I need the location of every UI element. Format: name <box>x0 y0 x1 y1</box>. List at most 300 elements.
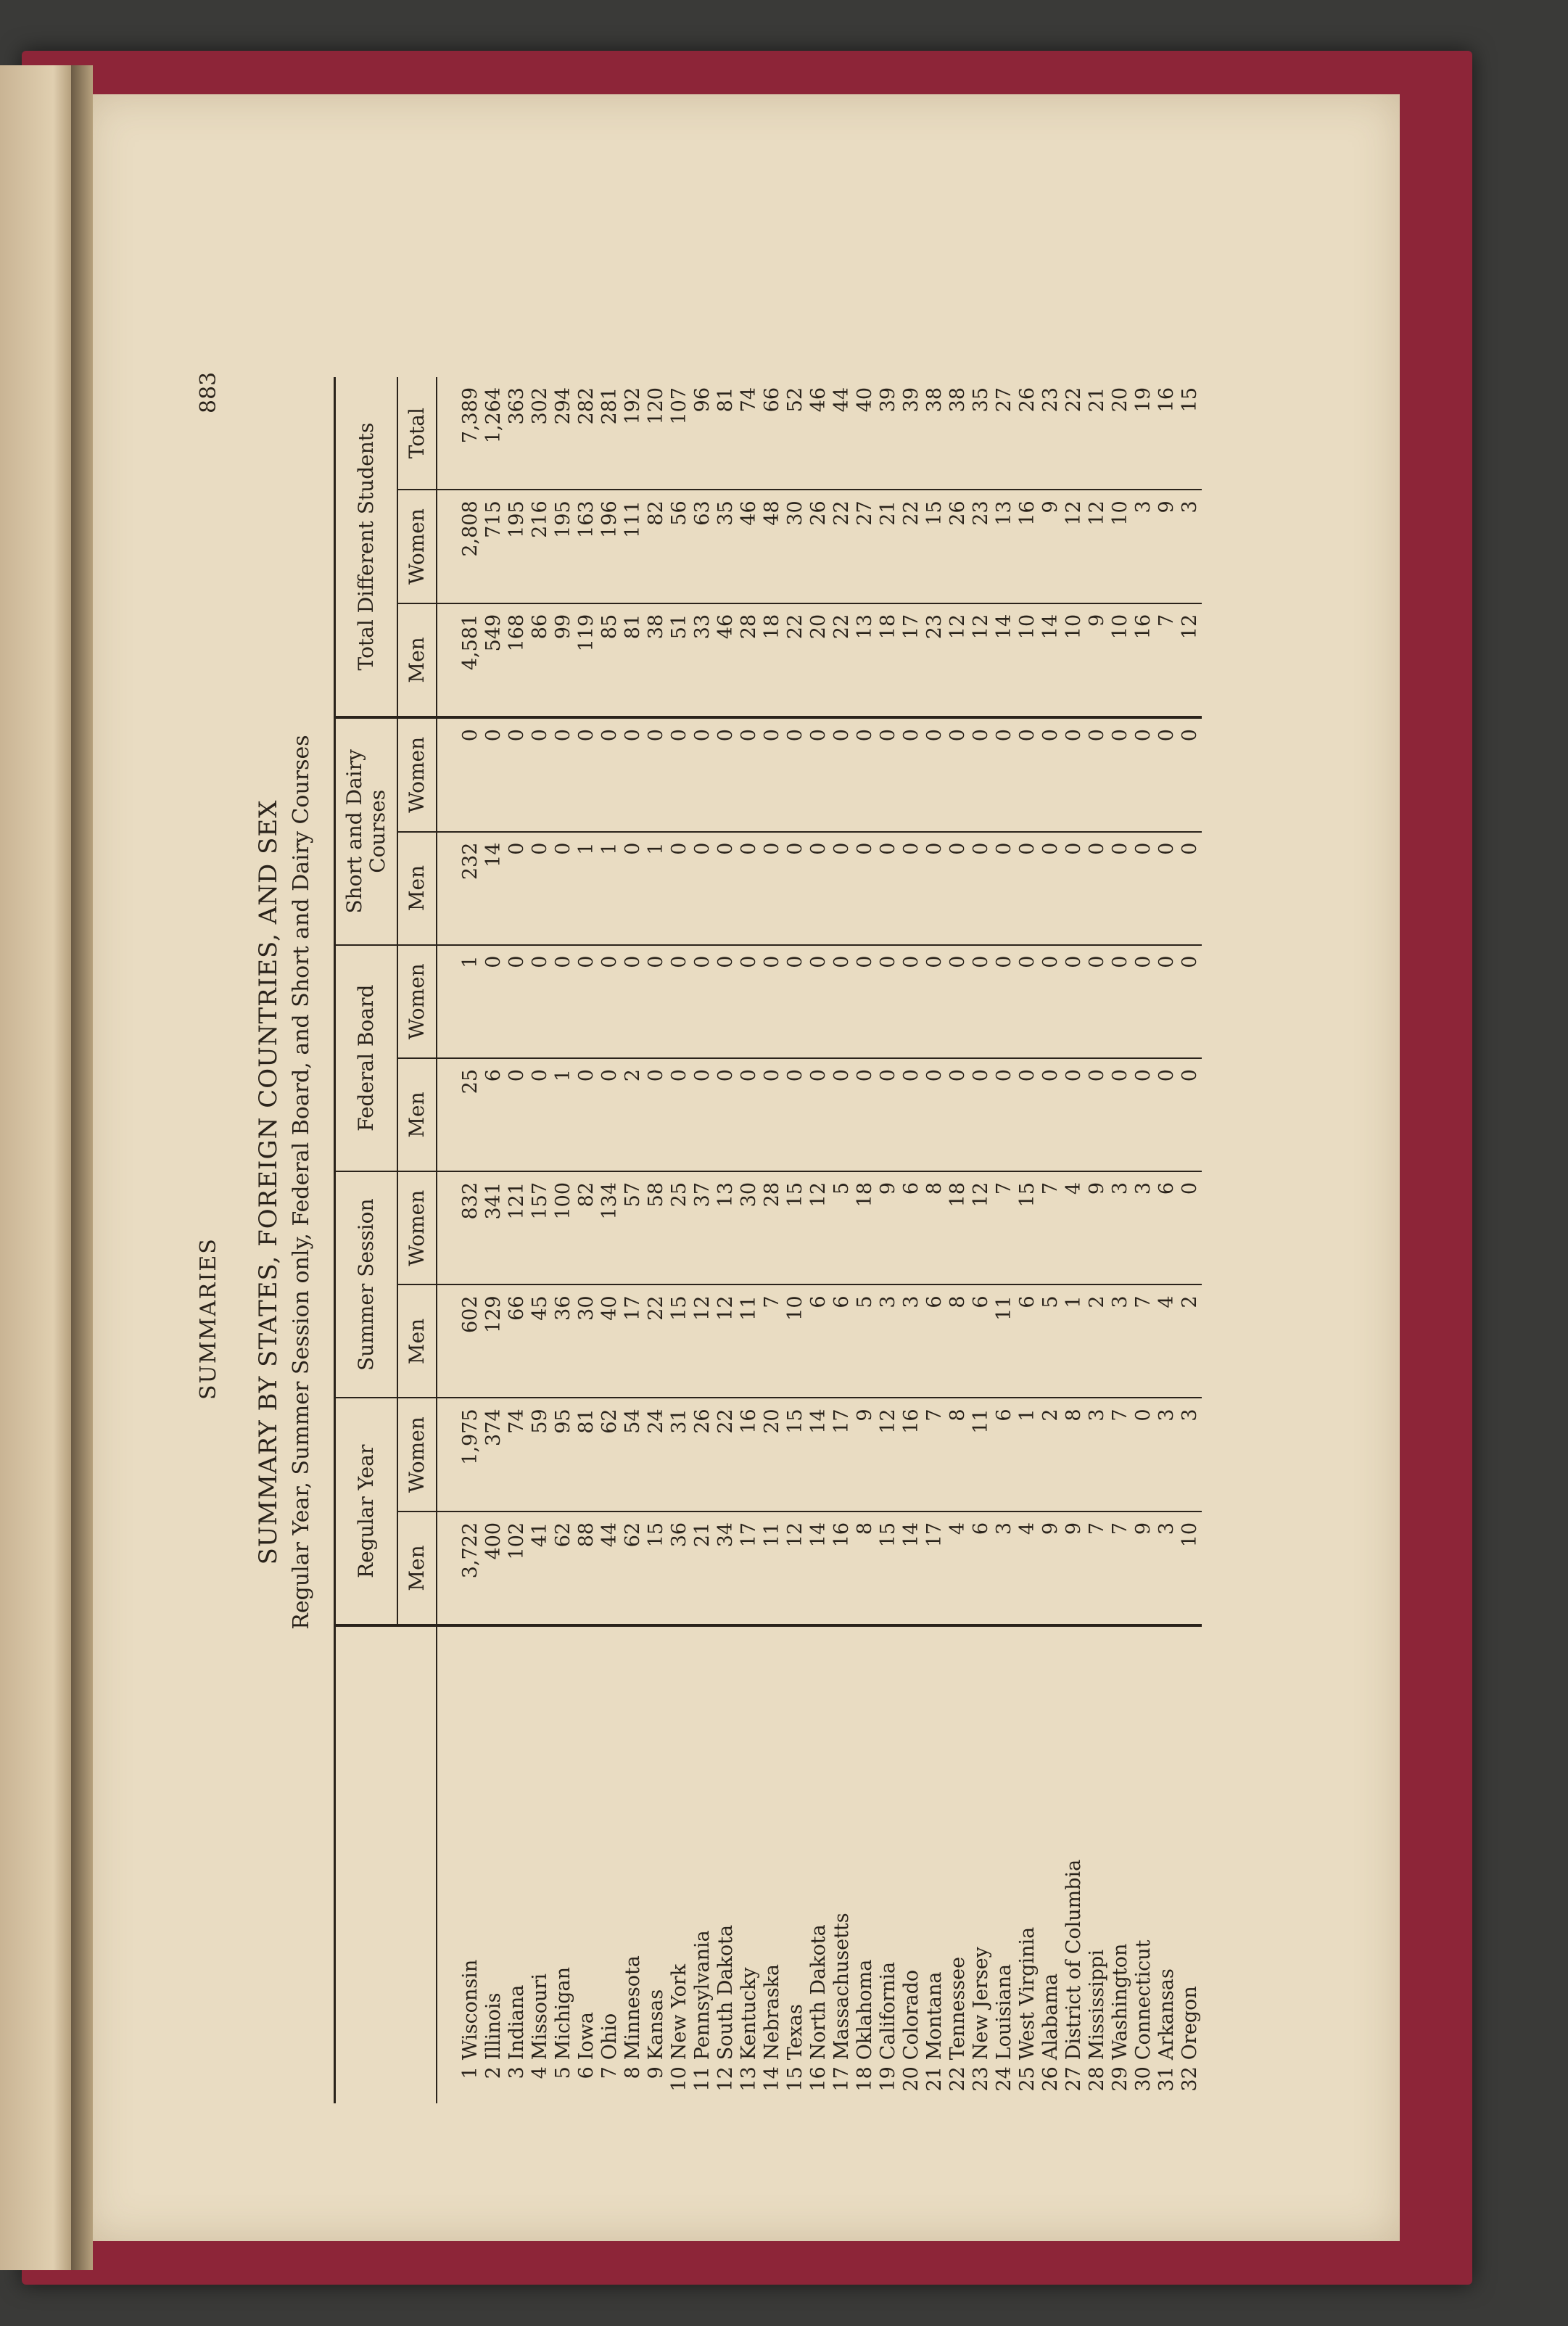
cell-value: 18 <box>877 603 900 717</box>
cell-value: 6 <box>1155 1171 1179 1284</box>
cell-value: 0 <box>1132 1058 1155 1171</box>
cell-value: 3 <box>1179 1398 1202 1511</box>
cell-value: 17 <box>738 1512 761 1625</box>
row-index: 26 <box>1039 2066 1062 2092</box>
row-index: 15 <box>784 2066 806 2092</box>
cell-value: 0 <box>784 832 807 945</box>
cell-value: 28 <box>761 1171 784 1284</box>
cell-value: 0 <box>970 832 993 945</box>
cell-value: 16 <box>900 1398 923 1511</box>
cell-value: 44 <box>598 1512 622 1625</box>
cell-value: 0 <box>598 717 622 831</box>
state-name: North Dakota <box>807 1924 830 2061</box>
cell-value: 38 <box>645 603 668 717</box>
cell-value: 14 <box>1039 603 1062 717</box>
cell-value: 7 <box>923 1398 946 1511</box>
cell-value: 3 <box>1155 1512 1179 1625</box>
cell-value: 37 <box>691 1171 714 1284</box>
cell-value: 66 <box>761 377 784 490</box>
cell-value: 0 <box>622 832 645 945</box>
cell-value: 40 <box>854 377 877 490</box>
cell-value: 119 <box>575 603 598 717</box>
cell-value: 9 <box>1086 603 1109 717</box>
cell-value: 19 <box>1132 377 1155 490</box>
cell-value: 12 <box>807 1171 830 1284</box>
header-men: Men <box>397 603 437 717</box>
table-row <box>1155 377 1179 2103</box>
cell-value: 302 <box>529 377 552 490</box>
cell-value: 74 <box>738 377 761 490</box>
header-women: Women <box>397 1398 437 1511</box>
cell-value: 17 <box>900 603 923 717</box>
row-index: 8 <box>622 2066 644 2079</box>
cell-value: 0 <box>1086 1058 1109 1171</box>
table-row <box>784 377 807 2103</box>
cell-value: 22 <box>645 1284 668 1398</box>
state-name: California <box>877 1961 899 2061</box>
cell-value: 0 <box>900 1058 923 1171</box>
cell-value: 0 <box>970 1058 993 1171</box>
state-name: Indiana <box>506 1984 528 2061</box>
table-row <box>575 377 598 2103</box>
cell-value: 0 <box>575 945 598 1058</box>
cell-value: 282 <box>575 377 598 490</box>
state-name: Oklahoma <box>854 1959 876 2061</box>
cell-value: 36 <box>552 1284 575 1398</box>
cell-value: 0 <box>1132 717 1155 831</box>
cell-value: 7 <box>1155 603 1179 717</box>
state-name: Tennessee <box>946 1956 969 2061</box>
table-row <box>714 377 738 2103</box>
cell-value: 5 <box>1039 1284 1062 1398</box>
cell-value: 4 <box>1155 1284 1179 1398</box>
table-row <box>1132 377 1155 2103</box>
cell-value: 14 <box>807 1398 830 1511</box>
table-row <box>854 377 877 2103</box>
cell-value: 0 <box>738 1058 761 1171</box>
table-row <box>738 377 761 2103</box>
cell-value: 26 <box>807 490 830 603</box>
cell-value: 15 <box>645 1512 668 1625</box>
cell-value: 0 <box>761 717 784 831</box>
table-subtitle: Regular Year, Summer Session only, Federal Board, and Short and Dairy Courses <box>289 735 314 1630</box>
cell-value: 129 <box>482 1284 506 1398</box>
cell-value: 9 <box>1062 1512 1086 1625</box>
cell-value: 58 <box>645 1171 668 1284</box>
table-row <box>830 377 854 2103</box>
row-index: 31 <box>1155 2066 1178 2092</box>
cell-value: 6 <box>900 1171 923 1284</box>
cell-value: 27 <box>854 490 877 603</box>
cell-value: 6 <box>1016 1284 1039 1398</box>
cell-value: 216 <box>529 490 552 603</box>
summary-table <box>334 377 1202 2103</box>
cell-value: 9 <box>877 1171 900 1284</box>
header-men: Men <box>397 832 437 945</box>
cell-value: 17 <box>622 1284 645 1398</box>
cell-value: 0 <box>993 832 1016 945</box>
table-row <box>1179 377 1202 2103</box>
cell-value: 15 <box>1179 377 1202 490</box>
state-name: Ohio <box>598 2013 621 2061</box>
cell-value: 0 <box>1179 945 1202 1058</box>
cell-value: 52 <box>784 377 807 490</box>
cell-value: 0 <box>1132 1398 1155 1511</box>
cell-value: 30 <box>738 1171 761 1284</box>
cell-value: 17 <box>923 1512 946 1625</box>
running-head: SUMMARIES <box>196 1237 221 1400</box>
cell-value: 35 <box>714 490 738 603</box>
row-index: 9 <box>645 2066 667 2079</box>
state-name: Mississippi <box>1086 1950 1108 2061</box>
cell-value: 8 <box>1062 1398 1086 1511</box>
row-index: 21 <box>923 2066 946 2092</box>
cell-value: 4 <box>1016 1512 1039 1625</box>
cell-value: 7,389 <box>437 377 482 490</box>
state-name: Connecticut <box>1132 1939 1155 2061</box>
table-row <box>645 377 668 2103</box>
cell-value: 15 <box>923 490 946 603</box>
cell-value: 100 <box>552 1171 575 1284</box>
cell-value: 3 <box>1132 490 1155 603</box>
table-row <box>1109 377 1132 2103</box>
cell-value: 134 <box>598 1171 622 1284</box>
cell-value: 1 <box>598 832 622 945</box>
cell-value: 1 <box>575 832 598 945</box>
cell-value: 22 <box>830 490 854 603</box>
header-summer-session: Summer Session <box>335 1171 398 1398</box>
state-name: Wisconsin <box>459 1959 482 2061</box>
cell-value: 0 <box>830 832 854 945</box>
table-row <box>482 377 506 2103</box>
cell-value: 7 <box>1132 1284 1155 1398</box>
cell-value: 2,808 <box>437 490 482 603</box>
table-row <box>1016 377 1039 2103</box>
cell-value: 0 <box>482 717 506 831</box>
cell-value: 10 <box>1109 603 1132 717</box>
table-row <box>923 377 946 2103</box>
state-name: Minnesota <box>622 1955 644 2061</box>
cell-value: 27 <box>993 377 1016 490</box>
cell-value: 6 <box>807 1284 830 1398</box>
cell-value: 0 <box>529 1058 552 1171</box>
cell-value: 0 <box>877 832 900 945</box>
cell-value: 12 <box>970 603 993 717</box>
cell-value: 0 <box>877 945 900 1058</box>
cell-value: 9 <box>1132 1512 1155 1625</box>
cell-value: 0 <box>738 945 761 1058</box>
cell-value: 12 <box>946 603 970 717</box>
cell-value: 0 <box>923 945 946 1058</box>
cell-value: 0 <box>738 717 761 831</box>
cell-value: 0 <box>1086 832 1109 945</box>
left-page-edge <box>0 65 76 2270</box>
cell-value: 62 <box>552 1512 575 1625</box>
cell-value: 0 <box>645 945 668 1058</box>
state-name: Alabama <box>1039 1973 1062 2061</box>
cell-value: 15 <box>784 1398 807 1511</box>
cell-value: 20 <box>761 1398 784 1511</box>
cell-value: 35 <box>970 377 993 490</box>
cell-value: 18 <box>761 603 784 717</box>
cell-value: 16 <box>1016 490 1039 603</box>
cell-value: 14 <box>807 1512 830 1625</box>
cell-value: 28 <box>738 603 761 717</box>
header-total-different: Total Different Students <box>335 377 398 717</box>
cell-value: 0 <box>714 832 738 945</box>
cell-value: 8 <box>946 1398 970 1511</box>
cell-value: 0 <box>598 1058 622 1171</box>
cell-value: 1,975 <box>437 1398 482 1511</box>
cell-value: 85 <box>598 603 622 717</box>
cell-value: 23 <box>970 490 993 603</box>
cell-value: 0 <box>529 945 552 1058</box>
cell-value: 0 <box>1109 945 1132 1058</box>
cell-value: 5 <box>854 1284 877 1398</box>
state-name: Kansas <box>645 1989 667 2061</box>
cell-value: 46 <box>738 490 761 603</box>
cell-value: 10 <box>1016 603 1039 717</box>
cell-value: 0 <box>1179 1171 1202 1284</box>
page-gutter <box>71 65 93 2270</box>
cell-value: 22 <box>714 1398 738 1511</box>
cell-value: 0 <box>738 832 761 945</box>
cell-value: 1 <box>1062 1284 1086 1398</box>
cell-value: 12 <box>970 1171 993 1284</box>
cell-value: 10 <box>784 1284 807 1398</box>
cell-value: 0 <box>691 832 714 945</box>
row-index: 23 <box>970 2066 992 2092</box>
cell-value: 82 <box>645 490 668 603</box>
cell-value: 0 <box>622 945 645 1058</box>
cell-value: 0 <box>807 945 830 1058</box>
cell-value: 9 <box>1086 1171 1109 1284</box>
header-federal-board: Federal Board <box>335 945 398 1171</box>
cell-value: 602 <box>437 1284 482 1398</box>
cell-value: 56 <box>668 490 691 603</box>
cell-value: 0 <box>1179 717 1202 831</box>
cell-value: 0 <box>1132 945 1155 1058</box>
cell-value: 62 <box>622 1512 645 1625</box>
cell-value: 12 <box>1086 490 1109 603</box>
cell-value: 0 <box>598 945 622 1058</box>
table-row <box>1039 377 1062 2103</box>
cell-value: 14 <box>900 1512 923 1625</box>
cell-value: 41 <box>529 1512 552 1625</box>
table-row <box>877 377 900 2103</box>
table-row <box>552 377 575 2103</box>
cell-value: 21 <box>691 1512 714 1625</box>
cell-value: 14 <box>482 832 506 945</box>
cell-value: 0 <box>668 1058 691 1171</box>
cell-value: 0 <box>1039 1058 1062 1171</box>
header-women: Women <box>397 1171 437 1284</box>
cell-value: 38 <box>946 377 970 490</box>
cell-value: 31 <box>668 1398 691 1511</box>
cell-value: 7 <box>1086 1512 1109 1625</box>
cell-value: 0 <box>714 717 738 831</box>
cell-value: 3 <box>900 1284 923 1398</box>
cell-value: 63 <box>691 490 714 603</box>
cell-value: 3 <box>1155 1398 1179 1511</box>
cell-value: 1 <box>437 945 482 1058</box>
cell-value: 46 <box>807 377 830 490</box>
header-blank <box>335 1625 437 2103</box>
cell-value: 0 <box>761 832 784 945</box>
cell-value: 45 <box>529 1284 552 1398</box>
cell-value: 4 <box>946 1512 970 1625</box>
cell-value: 13 <box>993 490 1016 603</box>
cell-value: 7 <box>1109 1398 1132 1511</box>
cell-value: 0 <box>1039 945 1062 1058</box>
cell-value: 3 <box>1109 1171 1132 1284</box>
cell-value: 0 <box>1039 717 1062 831</box>
cell-value: 38 <box>923 377 946 490</box>
table-body <box>437 377 1202 2103</box>
cell-value: 0 <box>923 717 946 831</box>
cell-value: 102 <box>506 1512 529 1625</box>
state-name: Louisiana <box>993 1963 1015 2061</box>
cell-value: 195 <box>552 490 575 603</box>
cell-value: 39 <box>877 377 900 490</box>
cell-value: 0 <box>1062 945 1086 1058</box>
cell-value: 341 <box>482 1171 506 1284</box>
cell-value: 25 <box>437 1058 482 1171</box>
cell-value: 1 <box>645 832 668 945</box>
cell-value: 294 <box>552 377 575 490</box>
cell-value: 11 <box>761 1512 784 1625</box>
table-row <box>437 377 482 2103</box>
cell-value: 0 <box>900 832 923 945</box>
row-index: 12 <box>714 2066 737 2092</box>
row-index: 18 <box>854 2066 876 2092</box>
cell-value: 62 <box>598 1398 622 1511</box>
cell-value: 7 <box>1039 1171 1062 1284</box>
cell-value: 0 <box>784 945 807 1058</box>
cell-value: 17 <box>830 1398 854 1511</box>
cell-value: 7 <box>761 1284 784 1398</box>
cell-value: 0 <box>714 1058 738 1171</box>
state-name: Pennsylvania <box>691 1930 714 2061</box>
cell-value: 0 <box>1155 717 1179 831</box>
cell-value: 3,722 <box>437 1512 482 1625</box>
cell-value: 26 <box>946 490 970 603</box>
cell-value: 30 <box>575 1284 598 1398</box>
cell-value: 0 <box>946 832 970 945</box>
cell-value: 0 <box>691 945 714 1058</box>
cell-value: 0 <box>506 945 529 1058</box>
cell-value: 0 <box>506 1058 529 1171</box>
cell-value: 30 <box>784 490 807 603</box>
header-short-dairy: Short and Dairy Courses <box>335 717 398 944</box>
header-women: Women <box>397 945 437 1058</box>
cell-value: 86 <box>529 603 552 717</box>
cell-value: 21 <box>877 490 900 603</box>
cell-value: 81 <box>622 603 645 717</box>
table-row <box>668 377 691 2103</box>
cell-value: 6 <box>830 1284 854 1398</box>
cell-value: 4,581 <box>437 603 482 717</box>
table-row <box>598 377 622 2103</box>
cell-value: 6 <box>993 1398 1016 1511</box>
cell-value: 1 <box>552 1058 575 1171</box>
cell-value: 11 <box>993 1284 1016 1398</box>
cell-value: 26 <box>691 1398 714 1511</box>
cell-value: 0 <box>761 1058 784 1171</box>
cell-value: 34 <box>714 1512 738 1625</box>
cell-value: 82 <box>575 1171 598 1284</box>
header-regular-year: Regular Year <box>335 1398 398 1625</box>
cell-value: 15 <box>1016 1171 1039 1284</box>
cell-value: 0 <box>970 945 993 1058</box>
row-index: 17 <box>830 2066 853 2092</box>
row-index: 2 <box>482 2066 505 2079</box>
cell-value: 26 <box>1016 377 1039 490</box>
cell-value: 0 <box>830 945 854 1058</box>
cell-value: 54 <box>622 1398 645 1511</box>
cell-value: 9 <box>1155 490 1179 603</box>
cell-value: 59 <box>529 1398 552 1511</box>
cell-value: 46 <box>714 603 738 717</box>
cell-value: 20 <box>1109 377 1132 490</box>
row-index: 7 <box>598 2066 621 2079</box>
cell-value: 14 <box>993 603 1016 717</box>
cell-value: 0 <box>900 945 923 1058</box>
cell-value: 3 <box>877 1284 900 1398</box>
cell-value: 0 <box>923 832 946 945</box>
state-name: Kentucky <box>738 1967 760 2061</box>
cell-value: 0 <box>1062 1058 1086 1171</box>
cell-value: 111 <box>622 490 645 603</box>
cell-value: 3 <box>1086 1398 1109 1511</box>
row-index: 3 <box>506 2066 528 2079</box>
page-number: 883 <box>196 371 221 413</box>
cell-value: 0 <box>1109 1058 1132 1171</box>
cell-value: 13 <box>854 603 877 717</box>
header-men: Men <box>397 1512 437 1625</box>
cell-value: 0 <box>946 945 970 1058</box>
cell-value: 195 <box>506 490 529 603</box>
cell-value: 22 <box>900 490 923 603</box>
row-index: 14 <box>761 2066 783 2092</box>
cell-value: 2 <box>1039 1398 1062 1511</box>
cell-value: 99 <box>552 603 575 717</box>
state-name: Colorado <box>900 1969 923 2061</box>
cell-value: 0 <box>993 1058 1016 1171</box>
row-index: 19 <box>877 2066 899 2092</box>
state-name: Missouri <box>529 1974 551 2061</box>
state-name: Washington <box>1109 1943 1131 2061</box>
cell-value: 0 <box>1179 832 1202 945</box>
cell-value: 24 <box>645 1398 668 1511</box>
row-index: 20 <box>900 2066 923 2092</box>
cell-value: 23 <box>1039 377 1062 490</box>
cell-value: 0 <box>761 945 784 1058</box>
cell-value: 25 <box>668 1171 691 1284</box>
cell-value: 0 <box>1086 945 1109 1058</box>
state-name: Michigan <box>552 1967 574 2061</box>
cell-value: 0 <box>1016 945 1039 1058</box>
header-men: Men <box>397 1284 437 1398</box>
cell-value: 16 <box>830 1512 854 1625</box>
row-index: 32 <box>1179 2066 1201 2092</box>
row-index: 28 <box>1086 2066 1108 2092</box>
cell-value: 0 <box>830 717 854 831</box>
cell-value: 107 <box>668 377 691 490</box>
cell-value: 16 <box>1155 377 1179 490</box>
cell-value: 0 <box>854 1058 877 1171</box>
cell-value: 10 <box>1179 1512 1202 1625</box>
